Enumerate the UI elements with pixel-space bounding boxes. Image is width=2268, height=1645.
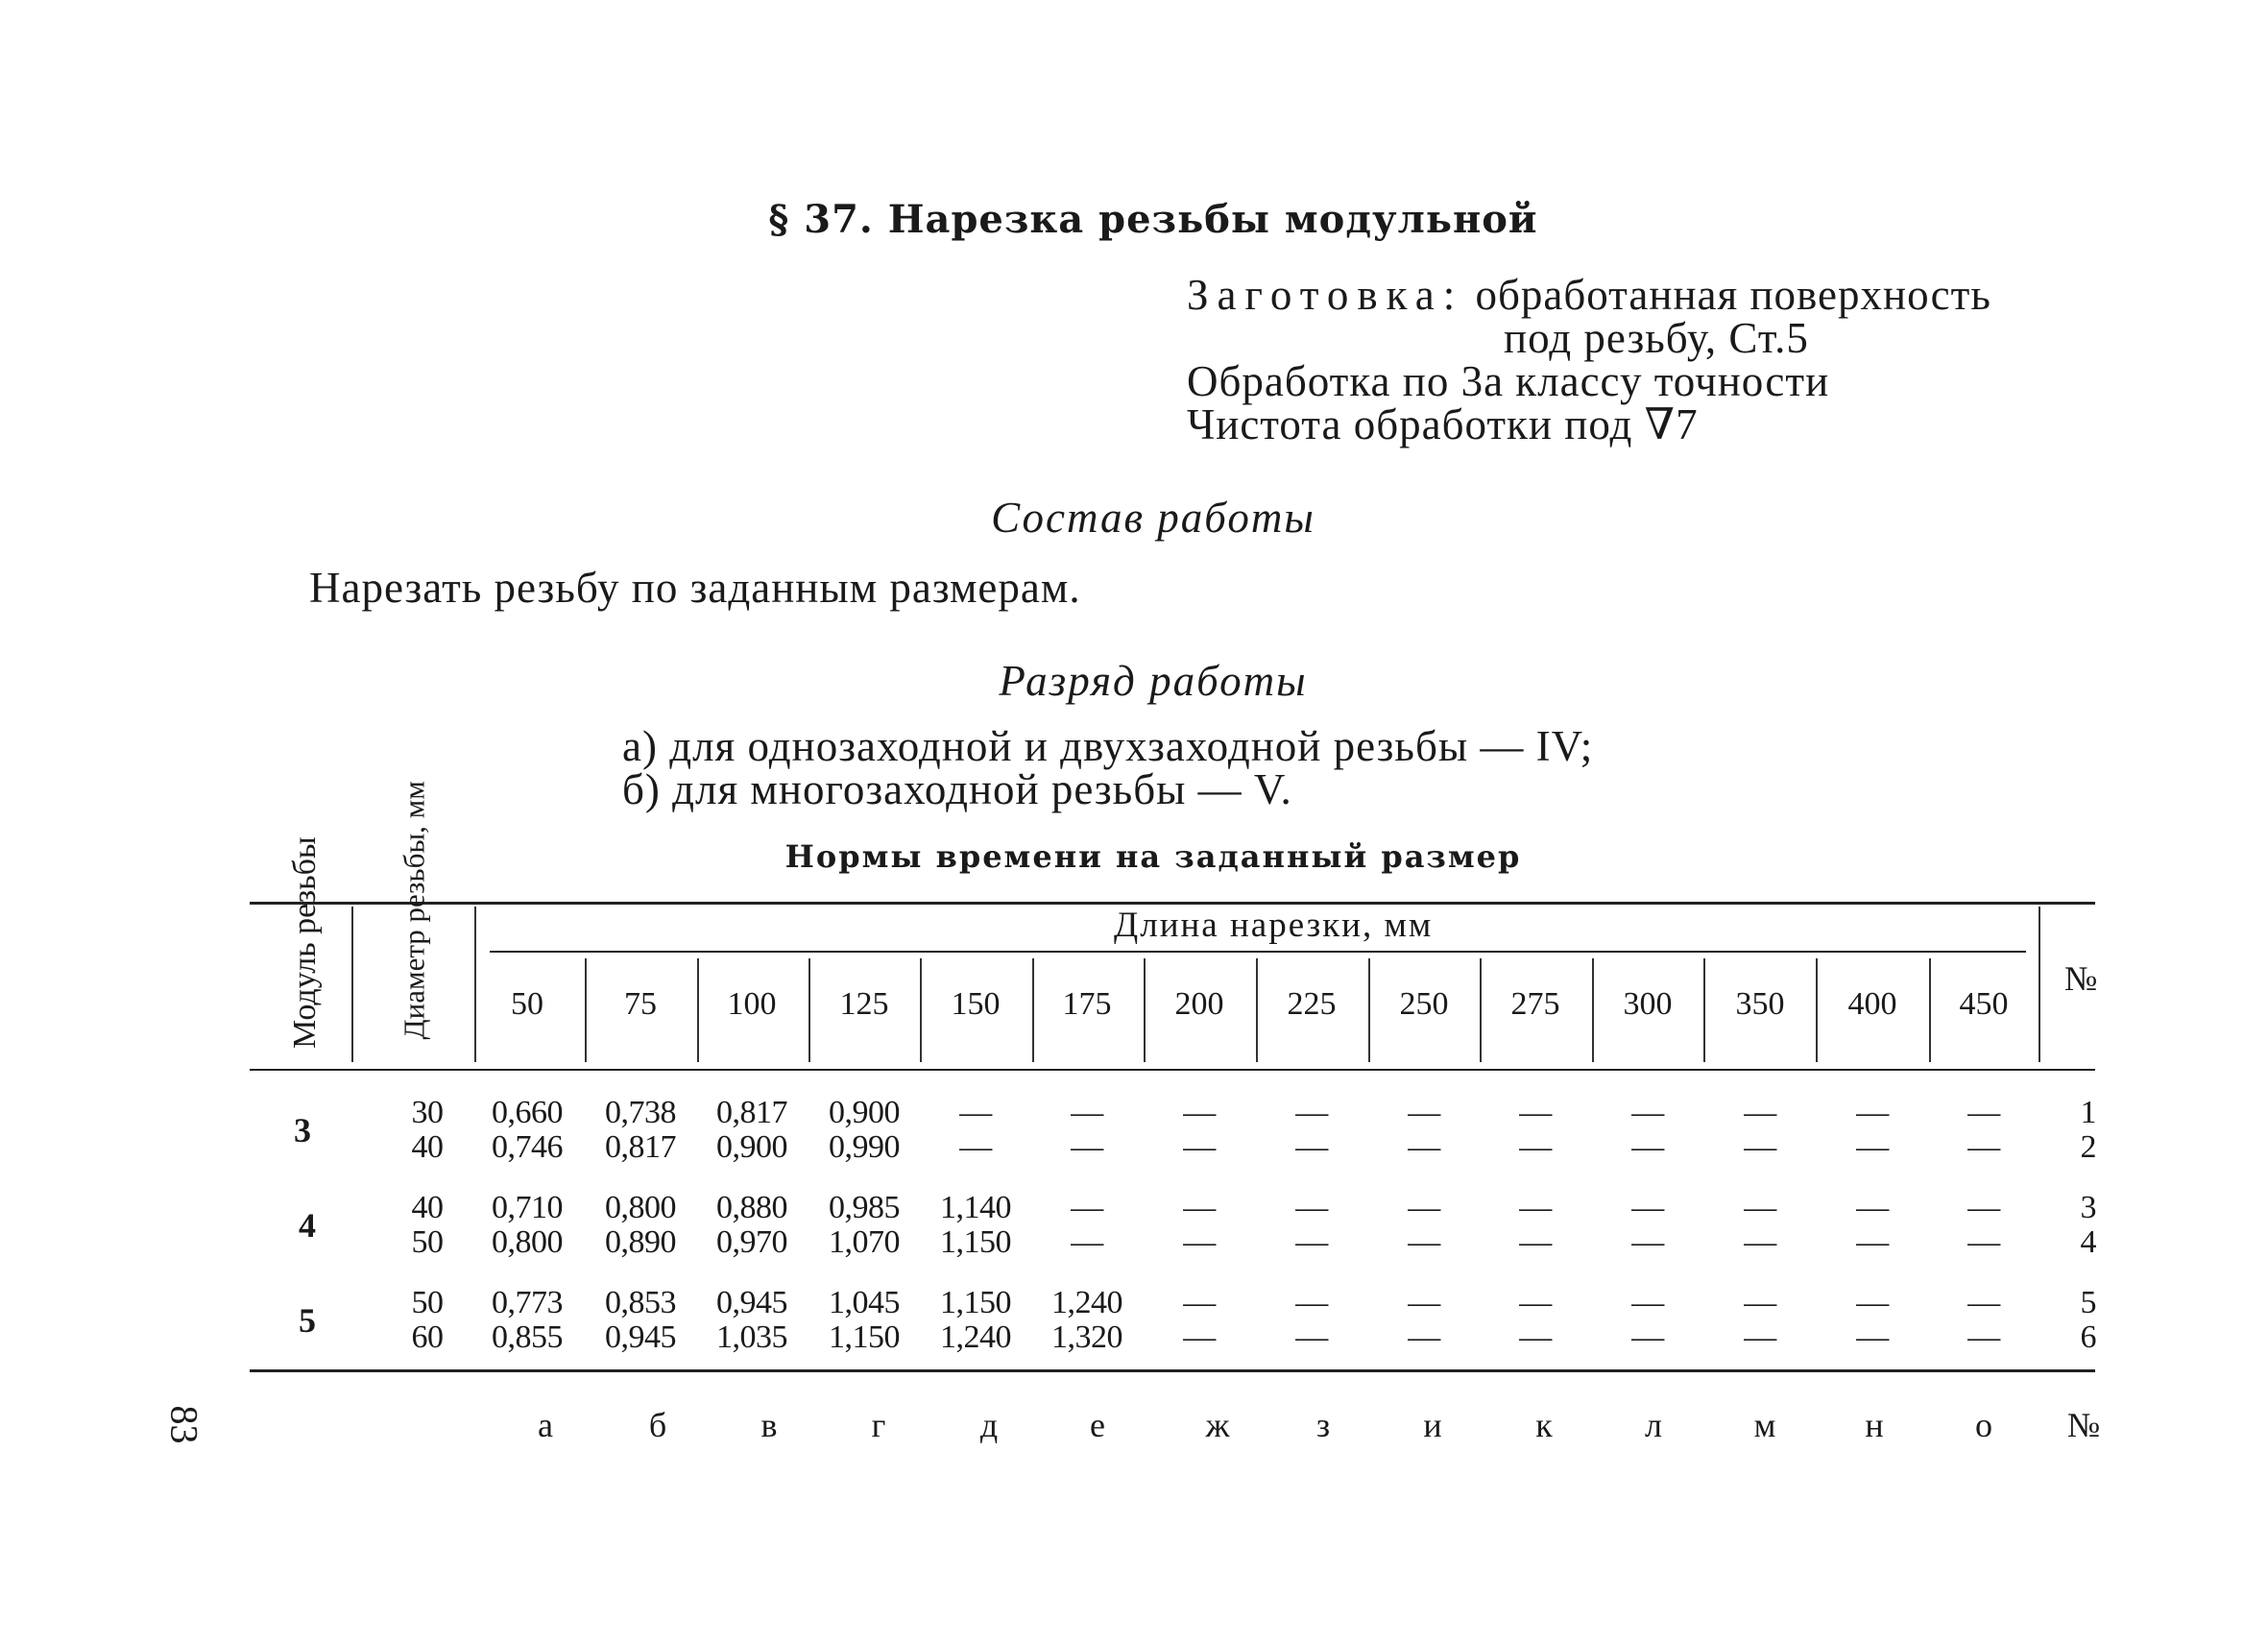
- row-number: 4: [2080, 1224, 2097, 1260]
- time-cell: —: [1295, 1319, 1328, 1355]
- time-cell: —: [1631, 1190, 1664, 1225]
- time-cell: 0,746: [492, 1129, 563, 1165]
- blank-finish: Чистота обработки под ∇7: [1187, 400, 1699, 448]
- length-header-3: 125: [839, 986, 889, 1022]
- time-cell: 0,945: [605, 1319, 676, 1355]
- header-bottom-rule: [250, 1069, 2095, 1071]
- table-bottom-rule: [250, 1369, 2095, 1372]
- time-cell: —: [1519, 1285, 1552, 1320]
- time-cell: —: [1519, 1129, 1552, 1165]
- time-cell: 0,900: [716, 1129, 787, 1165]
- time-cell: 0,900: [829, 1095, 900, 1130]
- length-header-12: 400: [1847, 986, 1897, 1022]
- column-letter-13: о: [1975, 1406, 1992, 1444]
- table-title: Нормы времени на заданный размер: [784, 838, 1522, 875]
- time-cell: 1,140: [940, 1190, 1011, 1225]
- time-cell: 0,853: [605, 1285, 676, 1320]
- length-col-divider: [1592, 958, 1594, 1062]
- time-cell: —: [1631, 1319, 1664, 1355]
- time-cell: —: [1631, 1129, 1664, 1165]
- column-letter-1: б: [648, 1406, 667, 1444]
- length-header-10: 300: [1623, 986, 1673, 1022]
- letters-no-label: №: [2066, 1406, 2101, 1444]
- time-cell: —: [1744, 1190, 1776, 1225]
- length-col-divider: [1368, 958, 1370, 1062]
- blank-precision: Обработка по 3а классу точности: [1187, 357, 1830, 405]
- length-col-divider: [1816, 958, 1818, 1062]
- module-cell: 4: [299, 1206, 316, 1245]
- length-header-rule: [490, 951, 2026, 953]
- time-cell: 0,817: [716, 1095, 787, 1130]
- length-header-13: 450: [1959, 986, 2009, 1022]
- time-cell: 1,150: [829, 1319, 900, 1355]
- diameter-cell: 40: [411, 1190, 444, 1225]
- length-header-1: 75: [624, 986, 657, 1022]
- length-header-2: 100: [727, 986, 777, 1022]
- time-cell: 0,817: [605, 1129, 676, 1165]
- page-number: 83: [162, 1405, 206, 1444]
- time-cell: —: [1408, 1095, 1440, 1130]
- column-letter-4: д: [979, 1406, 999, 1444]
- time-cell: 0,970: [716, 1224, 787, 1260]
- time-cell: —: [1071, 1095, 1103, 1130]
- column-letter-9: к: [1535, 1406, 1553, 1444]
- section-title: § 37. Нарезка резьбы модульной: [768, 197, 1538, 242]
- time-cell: 1,150: [940, 1224, 1011, 1260]
- module-cell: 3: [294, 1111, 311, 1149]
- column-letter-8: и: [1423, 1406, 1442, 1444]
- blank-spec: [1187, 271, 1991, 448]
- time-cell: —: [1967, 1319, 2000, 1355]
- col-length-header: Длина нарезки, мм: [1114, 906, 1434, 945]
- length-col-divider: [1703, 958, 1705, 1062]
- time-cell: —: [1183, 1224, 1216, 1260]
- time-cell: 0,890: [605, 1224, 676, 1260]
- time-cell: —: [1183, 1095, 1216, 1130]
- time-cell: —: [1967, 1285, 2000, 1320]
- time-cell: —: [1183, 1190, 1216, 1225]
- length-col-divider: [585, 958, 587, 1062]
- time-cell: —: [1071, 1190, 1103, 1225]
- time-cell: —: [1295, 1285, 1328, 1320]
- time-cell: —: [1744, 1285, 1776, 1320]
- time-cell: —: [1295, 1190, 1328, 1225]
- column-letter-10: л: [1645, 1406, 1662, 1444]
- diameter-cell: 30: [411, 1095, 444, 1130]
- length-col-divider: [697, 958, 699, 1062]
- time-cell: —: [1295, 1095, 1328, 1130]
- diameter-cell: 40: [411, 1129, 444, 1165]
- composition-heading: Состав работы: [991, 494, 1315, 542]
- col-module-header: Модуль резьбы: [287, 836, 323, 1049]
- time-cell: —: [1744, 1095, 1776, 1130]
- column-letter-6: ж: [1205, 1406, 1230, 1444]
- module-cell: 5: [299, 1301, 316, 1340]
- blank-label: Заготовка:: [1187, 271, 1464, 319]
- time-cell: —: [1519, 1224, 1552, 1260]
- length-header-11: 350: [1735, 986, 1785, 1022]
- length-header-7: 225: [1287, 986, 1337, 1022]
- row-number: 5: [2080, 1285, 2097, 1320]
- composition-text: Нарезать резьбу по заданным размерам.: [309, 564, 1081, 612]
- blank-text-1: обработанная поверхность: [1475, 271, 1991, 319]
- time-cell: —: [1631, 1285, 1664, 1320]
- time-cell: —: [1856, 1190, 1889, 1225]
- length-col-divider: [1144, 958, 1146, 1062]
- diameter-cell: 50: [411, 1285, 444, 1320]
- divider-no: [2039, 907, 2040, 1062]
- time-cell: —: [1408, 1129, 1440, 1165]
- grade-heading: Разряд работы: [999, 657, 1308, 705]
- row-number: 3: [2080, 1190, 2097, 1225]
- time-cell: —: [959, 1129, 992, 1165]
- time-cell: —: [1631, 1095, 1664, 1130]
- length-header-9: 275: [1510, 986, 1560, 1022]
- length-header-8: 250: [1399, 986, 1449, 1022]
- row-number: 6: [2080, 1319, 2097, 1355]
- column-letter-2: в: [760, 1406, 778, 1444]
- time-cell: —: [1967, 1129, 2000, 1165]
- time-cell: 0,773: [492, 1285, 563, 1320]
- time-cell: 0,738: [605, 1095, 676, 1130]
- time-cell: —: [1856, 1095, 1889, 1130]
- time-cell: 1,320: [1051, 1319, 1122, 1355]
- length-col-divider: [1256, 958, 1258, 1062]
- column-letter-12: н: [1865, 1406, 1884, 1444]
- length-col-divider: [1032, 958, 1034, 1062]
- time-cell: 1,150: [940, 1285, 1011, 1320]
- column-letter-5: е: [1090, 1406, 1105, 1444]
- time-cell: —: [959, 1095, 992, 1130]
- time-cell: —: [1967, 1095, 2000, 1130]
- time-cell: 0,800: [492, 1224, 563, 1260]
- time-cell: —: [1183, 1129, 1216, 1165]
- time-cell: —: [1408, 1224, 1440, 1260]
- row-number: 2: [2080, 1129, 2097, 1165]
- time-cell: —: [1519, 1095, 1552, 1130]
- length-col-divider: [808, 958, 810, 1062]
- divider-module: [351, 907, 353, 1062]
- grade-b: б) для многозаходной резьбы — V.: [622, 765, 1292, 813]
- divider-diam: [474, 907, 476, 1062]
- time-cell: —: [1744, 1319, 1776, 1355]
- length-header-4: 150: [951, 986, 1001, 1022]
- time-cell: —: [1295, 1224, 1328, 1260]
- time-cell: —: [1295, 1129, 1328, 1165]
- time-cell: 0,945: [716, 1285, 787, 1320]
- time-cell: —: [1071, 1129, 1103, 1165]
- length-col-divider: [1929, 958, 1931, 1062]
- time-cell: —: [1183, 1285, 1216, 1320]
- time-cell: —: [1967, 1190, 2000, 1225]
- length-header-6: 200: [1174, 986, 1224, 1022]
- column-letter-7: з: [1315, 1406, 1331, 1444]
- diameter-cell: 60: [411, 1319, 444, 1355]
- time-cell: 0,990: [829, 1129, 900, 1165]
- time-cell: —: [1967, 1224, 2000, 1260]
- col-no-header: №: [2064, 959, 2098, 998]
- time-cell: —: [1856, 1319, 1889, 1355]
- blank-line-1: [1187, 271, 1991, 319]
- time-cell: —: [1183, 1319, 1216, 1355]
- grade-a: а) для однозаходной и двухзаходной резьбы — IV;: [622, 722, 1594, 770]
- time-cell: —: [1856, 1224, 1889, 1260]
- time-cell: 0,855: [492, 1319, 563, 1355]
- time-cell: —: [1631, 1224, 1664, 1260]
- blank-text-2: под резьбу, Ст.5: [1504, 314, 1809, 362]
- time-cell: 0,985: [829, 1190, 900, 1225]
- time-cell: —: [1408, 1285, 1440, 1320]
- col-diam-header: Диаметр резьбы, мм: [397, 781, 431, 1040]
- time-cell: 1,070: [829, 1224, 900, 1260]
- length-col-divider: [920, 958, 922, 1062]
- time-cell: —: [1519, 1190, 1552, 1225]
- length-header-0: 50: [511, 986, 543, 1022]
- time-cell: —: [1856, 1285, 1889, 1320]
- time-cell: 0,710: [492, 1190, 563, 1225]
- time-cell: —: [1856, 1129, 1889, 1165]
- time-cell: 0,880: [716, 1190, 787, 1225]
- time-cell: —: [1519, 1319, 1552, 1355]
- length-header-5: 175: [1062, 986, 1112, 1022]
- column-letter-0: а: [538, 1406, 553, 1444]
- grade-list: [622, 722, 1594, 813]
- time-cell: —: [1744, 1224, 1776, 1260]
- time-cell: —: [1408, 1190, 1440, 1225]
- row-number: 1: [2080, 1095, 2097, 1130]
- time-cell: 0,660: [492, 1095, 563, 1130]
- length-col-divider: [1480, 958, 1482, 1062]
- column-letter-3: г: [871, 1406, 886, 1444]
- column-letter-11: м: [1753, 1406, 1776, 1444]
- time-cell: 1,045: [829, 1285, 900, 1320]
- time-cell: 1,240: [1051, 1285, 1122, 1320]
- time-cell: 0,800: [605, 1190, 676, 1225]
- time-cell: —: [1408, 1319, 1440, 1355]
- time-cell: —: [1744, 1129, 1776, 1165]
- time-cell: 1,035: [716, 1319, 787, 1355]
- time-cell: 1,240: [940, 1319, 1011, 1355]
- diameter-cell: 50: [411, 1224, 444, 1260]
- time-cell: —: [1071, 1224, 1103, 1260]
